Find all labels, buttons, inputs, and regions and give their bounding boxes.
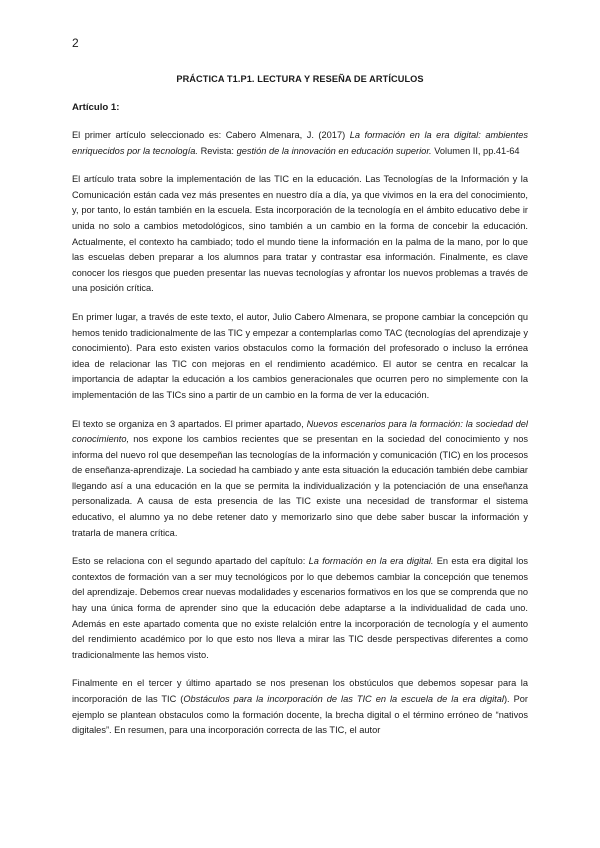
paragraph-4-prefix: Esto se relaciona con el segundo apartado del capítulo: <box>72 556 309 567</box>
body-paragraph-3 <box>72 417 528 542</box>
paragraph-5-prefix: Finalmente en el tercer y último apartado se nos presenan los obstúculos que debemos sopesar para la incorporación de las TIC ( <box>72 678 528 704</box>
citation-suffix: Volumen II, pp.41-64 <box>431 145 520 156</box>
paragraph-5-emphasis: Obstáculos para la incorporación de las TIC en la escuela de la era digital <box>183 694 504 704</box>
paragraph-3-prefix: El texto se organiza en 3 apartados. El primer apartado, <box>72 418 307 429</box>
document-title: PRÁCTICA T1.P1. LECTURA Y RESEÑA DE ARTÍCULOS <box>176 74 424 84</box>
citation-paragraph <box>72 128 528 159</box>
citation-mid: Revista: <box>198 145 237 156</box>
citation-journal: gestión de la innovación en educación superior. <box>236 145 432 156</box>
document-body <box>72 128 528 752</box>
body-paragraph-2: En primer lugar, a través de este texto, el autor, Julio Cabero Almenara, se propone cambiar la concepción qu hemos tenido tradicionalmente de las TIC y empezar a contemplarlas como TAC (tecnologías del aprendizaje y conocimiento). Para esto existen varios obstaculos como la formación del profesorado o incluso la errónea idea de relacionar las TIC con mejoras en el rendimiento académico. El autor se centra en recalcar la importancia de adaptar la educación a los cambios generacionales que ocurren pero no simplemente con la implementación de las TICs sino a partir de un cambio en la forma de ver la educación. <box>72 311 528 400</box>
paragraph-4-suffix: En esta era digital los contextos de formación van a ser muy tecnológicos por lo que debemos cambiar la concepción que tenemos del aprendizaje. Debemos crear nuevas modalidades y escenarios formativos en los que se comprenda que no hay una única forma de aprender sino que la educación debe adaptarse a la individualidad de cada uno. Además en este apartado comenta que no existe relalción entre la incorporación de tecnología y el aumento del rendimiento académico por lo que esto nos lleva a mirar las TIC desde perspectivas diferentes a como tradicionalmente las hemos visto. <box>72 556 528 660</box>
paragraph-4-emphasis: La formación en la era digital. <box>308 556 434 567</box>
section-label: Artículo 1: <box>72 102 120 113</box>
paragraph-5-suffix: ). Por ejemplo se plantean obstaculos como la formación docente, la brecha digital o el término erróneo de “nativos digitales”. En resumen, para una incorporación correcta de las TIC, el autor <box>72 694 528 736</box>
page-number: 2 <box>72 36 79 50</box>
body-paragraph-4 <box>72 554 528 663</box>
body-paragraph-1: El artículo trata sobre la implementación de las TIC en la educación. Las Tecnologías de la Información y la Comunicación están cada vez más presentes en nuestro día a día, ya que vivimos en la era del conocimiento, y, por tanto, lo están también en la escuela. Esta incorporación de la tecnología en el ámbito educativo debe ir unida no solo a cambios metodológicos, sino también a un cambio en la forma de concebir la educación. Actualmente, el contexto ha cambiado; todo el mundo tiene la información en la palma de la mano, por lo que las escuelas deben preparar a los alumnos para tratar y contrastar esa información. Finalmente, es clave conocer los riesgos que pueden presentar las nuevas tecnologías y afrontar los nuevos problemas a través de una posición crítica. <box>72 174 528 294</box>
body-paragraph-5 <box>72 676 528 738</box>
citation-prefix: El primer artículo seleccionado es: Cabero Almenara, J. (2017) <box>72 130 350 140</box>
paragraph-3-emphasis: Nuevos escenarios para la formación: la sociedad del conocimiento, <box>72 418 528 445</box>
citation-work-title: La formación en la era digital: ambientes enriquecidos por la tecnología. <box>72 130 528 156</box>
paragraph-3-suffix: nos expone los cambios recientes que se presentan en la sociedad del conocimiento y nos informa del nuevo rol que desempeñan las tecnologías de la información y comunicación (TIC) en los procesos de enseñanza-aprendizaje. La sociedad ha cambiado y ante esta situación la educación también debe cambiar llegando así a una educación en la que se permita la individualización y la potenciación de una enseñanza personalizada. A causa de esta presencia de las TIC existe una necesidad de transformar el sistema educativo, el alumno ya no debe retener dato y memorizarlo sino que debe saber buscar la información y tratarla de manera crítica. <box>72 434 528 538</box>
